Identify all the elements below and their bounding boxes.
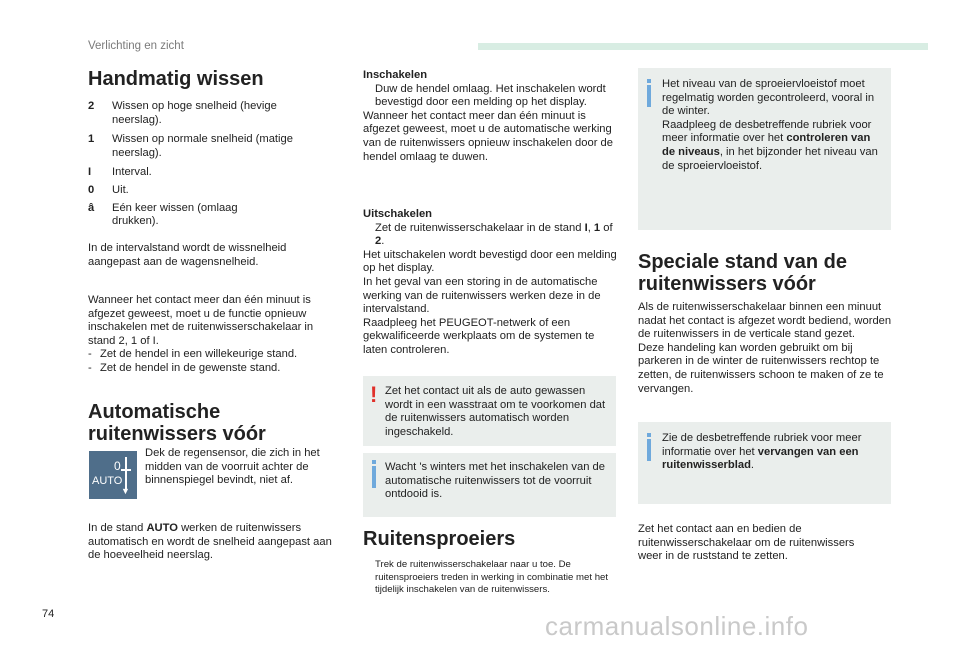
info-box-niveau — [638, 68, 891, 230]
special-paragraph: Als de ruitenwisserschakelaar binnen een minuut nadat het contact is afgezet wordt bediend, worden de ruitenwissers in de verticale stand gezet. Deze handeling kan worden gebruikt om bij parkeren in de winter de ruitenwissers rechtop te zetten, de ruitenwissers schoon te maken of ze te vervangen. — [638, 301, 892, 395]
setting-text: Uit. — [112, 183, 129, 196]
interval-paragraph: In de intervalstand wordt de wissnelheid aangepast aan de wagensnelheid. — [88, 242, 287, 268]
setting-text: Wissen op hoge snelheid (hevige neerslag). — [112, 100, 277, 126]
header-accent-bar — [478, 43, 928, 50]
uitschakelen-title: Uitschakelen — [363, 208, 433, 220]
section-header: Verlichting en zicht — [88, 40, 184, 52]
info-icon — [647, 439, 651, 461]
inschakelen-title: Inschakelen — [363, 69, 428, 81]
info-icon — [372, 466, 376, 488]
info-icon — [647, 85, 651, 107]
contact-item-text: Zet de hendel in een willekeurige stand. — [100, 348, 298, 361]
bullet-marker — [363, 83, 375, 110]
setting-key: 1 — [88, 133, 95, 146]
end-paragraph: Zet het contact aan en bedien de ruitenwisserschakelaar om de ruitenwissers weer in de ruststand te zetten. — [638, 523, 855, 563]
uitschakelen-bullet — [363, 222, 618, 249]
title-automatische-ruitenwissers: Automatische ruitenwissers vóór — [88, 401, 266, 445]
sensor-paragraph: Dek de regensensor, die zich in het midden van de voorruit achter de binnenspiegel bevindt, niet af. — [145, 447, 320, 487]
bullet-text: Trek de ruitenwisserschakelaar naar u toe. De ruitensproeiers treden in werking in combinatie met het tijdelijk inschakelen van de ruitenwissers. — [375, 559, 609, 595]
setting-item — [88, 184, 328, 198]
auto-icon-zero: 0 — [114, 459, 121, 473]
setting-key: 0 — [88, 183, 95, 196]
uitschakelen-paragraph: Het uitschakelen wordt bevestigd door een melding op het display. In het geval van een storing in de automatische werking van de ruitenwissers werken deze in de intervalstand. Raadpleeg het PEUGEOT-netwerk of een gekwalificeerde werkplaats om de systemen te laten controleren. — [363, 248, 617, 356]
setting-text: Wissen op normale snelheid (matige neerslag). — [112, 133, 293, 159]
info-text: Zie de desbetreffende rubriek voor meer informatie over het vervangen van een ruitenwisserblad. — [662, 432, 862, 472]
sproeier-bullet — [363, 559, 618, 597]
title-handmatig-wissen: Handmatig wissen — [88, 68, 264, 90]
contact-paragraph: Wanneer het contact meer dan één minuut is afgezet geweest, moet u de functie opnieuw inschakelen met de ruitenwisserschakelaar in stand 2, 1 of I. — [88, 294, 314, 347]
auto-paragraph: In de stand AUTO werken de ruitenwissers automatisch en wordt de snelheid aangepast aan de hoeveelheid neerslag. — [88, 522, 332, 562]
warning-icon: ! — [370, 382, 378, 407]
dash-marker: - — [88, 361, 92, 374]
setting-key: 2 — [88, 100, 95, 112]
info-box-winter — [363, 453, 616, 517]
contact-item — [88, 348, 338, 362]
auto-mode-icon — [89, 451, 137, 499]
bullet-text: Zet de ruitenwisserschakelaar in de stand I, 1 of 2. — [375, 221, 613, 248]
bullet-marker — [363, 222, 375, 249]
info-text: Wacht 's winters met het inschakelen van de automatische ruitenwissers tot de voorruit ontdooid is. — [385, 461, 605, 501]
setting-item — [88, 202, 248, 229]
contact-item-text: Zet de hendel in de gewenste stand. — [100, 361, 281, 374]
setting-key: â — [88, 201, 95, 214]
contact-item — [88, 362, 338, 376]
auto-icon-label: AUTO — [92, 475, 123, 487]
title-speciale-stand: Speciale stand van de ruitenwissers vóór — [638, 251, 847, 295]
dash-marker: - — [88, 348, 92, 361]
page-number: 74 — [42, 608, 55, 620]
inschakelen-bullet — [363, 83, 618, 110]
setting-text: Interval. — [112, 166, 152, 179]
setting-key: I — [88, 166, 92, 179]
title-ruitensproeiers: Ruitensproeiers — [363, 528, 516, 550]
inschakelen-section — [363, 69, 618, 164]
bullet-text: Duw de hendel omlaag. Het inschakelen wordt bevestigd door een melding op het display. — [375, 82, 606, 109]
watermark: carmanualsonline.info — [545, 611, 809, 641]
auto-icon-tick — [121, 469, 131, 471]
setting-item — [88, 133, 328, 160]
contact-section — [88, 294, 338, 376]
inschakelen-paragraph: Wanneer het contact meer dan één minuut is afgezet geweest, moet u de automatische werking van de ruitenwissers opnieuw inschakelen door de hendel omlaag te duwen. — [363, 109, 614, 163]
settings-list — [88, 100, 328, 229]
bullet-marker — [363, 559, 375, 597]
warning-text: Zet het contact uit als de auto gewassen wordt in een wasstraat om te voorkomen dat de ruitenwissers automatisch worden ingeschakeld. — [385, 385, 606, 438]
info-box-blad — [638, 422, 891, 504]
info-text: Het niveau van de sproeiervloeistof moet regelmatig worden gecontroleerd, vooral in de winter. Raadpleeg de desbetreffende rubriek voor meer informatie over het controleren van de niveaus, in het bijzonder het niveau van de sproeiervloeistof. — [662, 78, 878, 172]
arrow-down-icon: ▼ — [121, 486, 130, 496]
setting-item — [88, 166, 328, 180]
warning-box — [363, 376, 616, 446]
setting-item — [88, 100, 328, 127]
setting-text: Eén keer wissen (omlaag drukken). — [112, 201, 238, 228]
uitschakelen-section — [363, 208, 618, 358]
